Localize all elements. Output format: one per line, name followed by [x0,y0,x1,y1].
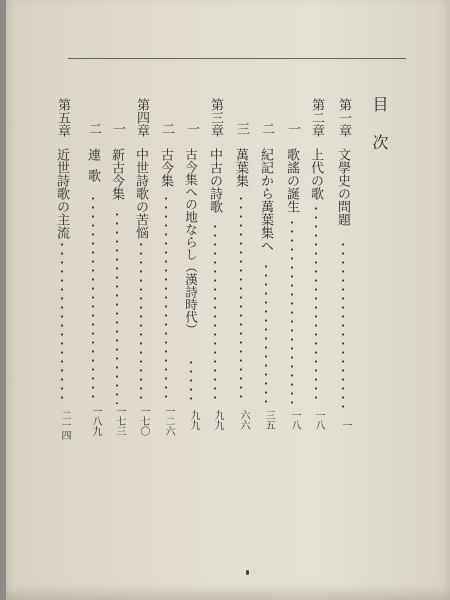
leader-dots [164,194,168,404]
toc-title: 目次 [370,96,389,172]
page-number: 九九 [188,410,199,430]
leader-dots [314,204,318,404]
entry-label: 文學史の問題 [335,148,350,226]
leader-dots [139,240,143,404]
entry-label: 中古の詩歌 [207,148,222,213]
entry-label: 連歌 [85,148,100,190]
entry-label: 新古今集 [109,148,124,200]
book-page [6,0,450,600]
toc-entry-section-4-1[interactable] [110,122,124,135]
page-number: 一八 [289,410,300,430]
header-rule [68,58,406,59]
ink-spot [246,570,249,575]
page-number: 一八 [313,410,324,430]
entry-label: 歌謠の誕生 [284,148,299,213]
entry-label: 古今集 [158,148,173,187]
entry-number: 第一章 [336,98,351,137]
leader-dots [213,222,217,404]
leader-dots [60,240,64,404]
toc-entry-chapter-1[interactable] [336,98,350,137]
entry-number: 第五章 [55,98,70,137]
leader-dots [290,218,294,404]
toc-entry-chapter-2[interactable] [309,98,323,137]
leader-dots [189,358,193,404]
entry-label: 紀記から萬葉集へ [258,148,273,252]
entry-label: 近世詩歌の主流 [54,148,69,239]
leader-dots [239,194,243,404]
toc-entry-chapter-3[interactable] [208,98,222,137]
entry-number: 二 [259,122,274,135]
entry-number: 第三章 [208,98,223,137]
leader-dots [264,262,268,404]
toc-entry-section-3-1[interactable] [184,122,198,135]
entry-number: 三 [234,122,249,135]
entry-number: 二 [159,122,174,135]
toc-entry-section-3-2[interactable] [159,122,173,135]
toc-entry-section-2-2[interactable] [259,122,273,135]
page-number: 二一四 [59,410,70,440]
page-number: 一七〇 [138,406,149,436]
page-number: 一 [340,420,351,430]
entry-number: 第四章 [134,98,149,137]
entry-label: 古今集への地ならし（漢詩時代） [183,148,199,336]
page-number: 六六 [238,410,249,430]
entry-label: 萬葉集 [233,148,248,187]
toc-entry-section-2-3[interactable] [234,122,248,135]
entry-label: 上代の歌 [308,148,323,200]
page-number: 三五 [263,410,274,430]
entry-label: 中世詩歌の苦悩 [133,148,148,239]
toc-entry-chapter-4[interactable] [134,98,148,137]
leader-dots [91,194,95,404]
page-number: 九九 [212,410,223,430]
entry-number: 一 [285,122,300,135]
page-number: 一八九 [90,406,101,436]
toc-entry-section-4-2[interactable] [86,122,100,135]
entry-number: 一 [110,122,125,135]
toc-entry-section-2-1[interactable] [285,122,299,135]
entry-number: 二 [86,122,101,135]
page-number: 一二六 [163,406,174,436]
entry-number: 第二章 [309,98,324,137]
leader-dots [115,210,119,404]
toc-entry-chapter-5[interactable] [55,98,69,137]
page-number: 一七三 [114,406,125,436]
entry-number: 一 [184,122,199,135]
leader-dots [341,240,345,410]
